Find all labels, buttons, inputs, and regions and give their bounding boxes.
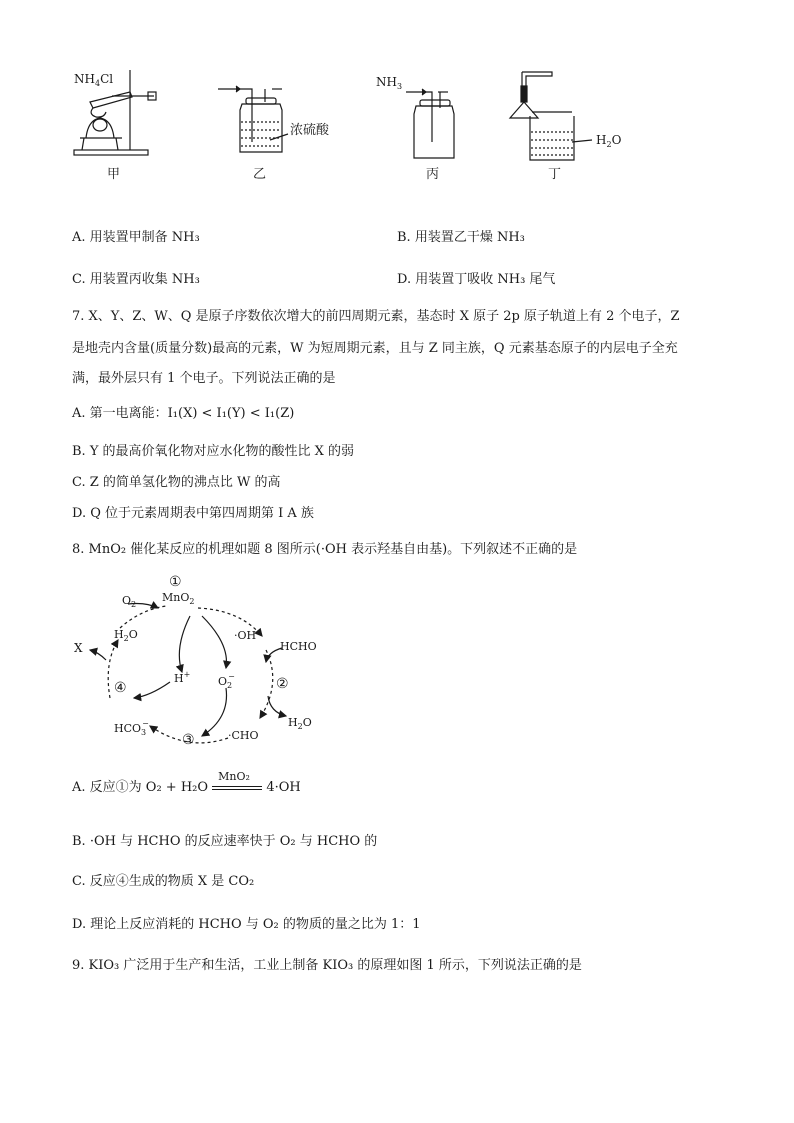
q8-option-a-reactants: O₂ + H₂O	[145, 780, 209, 795]
q8-option-d: D. 理论上反应消耗的 HCHO 与 O₂ 的物质的量之比为 1：1	[72, 917, 421, 932]
step-1-label: ①	[169, 574, 182, 590]
arrow-h2o-out	[268, 696, 286, 716]
apparatus-bing	[406, 89, 454, 158]
q7-stem-line2: 是地壳内含量(质量分数)最高的元素，W 为短周期元素，且与 Z 同主族，Q 元素基态原子的内层电子全充	[72, 341, 678, 356]
q8-option-c: C. 反应④生成的物质 X 是 CO₂	[72, 874, 255, 889]
arrow-x-out	[90, 650, 106, 660]
q8-option-a-arrow	[212, 769, 262, 790]
q9-stem: 9. KIO₃ 广泛用于生产和生活，工业上制备 KIO₃ 的原理如图 1 所示，下列说法正确的是	[72, 958, 582, 973]
catalyst-label: MnO$_2$	[162, 591, 195, 606]
ding-label: $H_2O$	[596, 133, 622, 149]
apparatus-yi	[218, 86, 288, 152]
o2-label: $O_2$	[122, 594, 137, 609]
step-4-label: ④	[114, 680, 127, 696]
q8-stem: 8. MnO₂ 催化某反应的机理如题 8 图所示(·OH 表示羟基自由基)。下列叙述不正确的是	[72, 542, 578, 557]
arrow-o2minus-down	[202, 688, 227, 736]
apparatus-name-bing: 丙	[426, 167, 440, 182]
cho-radical-label: ·CHO	[228, 729, 259, 742]
q8-option-b: B. ·OH 与 HCHO 的反应速率快于 O₂ 与 HCHO 的	[72, 834, 378, 849]
q8-option-a-prefix: A. 反应①为	[72, 780, 142, 795]
q6-option-a: A. 用装置甲制备 NH₃	[72, 230, 200, 245]
h2o-left-label: $H_2O$	[114, 628, 138, 643]
step-3-label: ③	[182, 732, 195, 748]
yi-label: 浓硫酸	[290, 123, 330, 138]
hcho-label: HCHO	[280, 640, 317, 653]
x-label: X	[74, 641, 83, 655]
hco3-label: $HCO_3-$	[114, 719, 149, 737]
o2minus-label: $O_2-$	[218, 672, 235, 690]
q8-option-a	[72, 769, 301, 797]
q8-mechanism-diagram	[70, 568, 340, 758]
hplus-label: H+	[174, 670, 191, 685]
q7-option-c: C. Z 的简单氢化物的沸点比 W 的高	[72, 475, 281, 490]
q7-stem-line1: 7. X、Y、Z、W、Q 是原子序数依次增大的前四周期元素，基态时 X 原子 2p 原子轨道上有 2 个电子，Z	[72, 309, 680, 324]
q7-option-b: B. Y 的最高价氧化物对应水化物的酸性比 X 的弱	[72, 444, 355, 459]
jia-reagent: $NH_4Cl$	[74, 72, 114, 88]
apparatus-name-yi: 乙	[253, 167, 267, 182]
q8-option-a-catalyst: MnO₂	[218, 769, 250, 783]
step-2-label: ②	[276, 676, 289, 692]
q6-option-b: B. 用装置乙干燥 NH₃	[397, 230, 525, 245]
apparatus-name-jia: 甲	[107, 167, 121, 182]
bing-gas: $NH_3$	[376, 75, 403, 91]
q6-option-c: C. 用装置丙收集 NH₃	[72, 272, 200, 287]
cycle-top-left	[120, 606, 166, 628]
q8-option-a-product: 4·OH	[266, 780, 301, 795]
oh-radical-label: ·OH	[234, 629, 257, 642]
arrow-to-hplus	[179, 616, 190, 672]
q7-option-a: A. 第一电离能：I₁(X) < I₁(Y) < I₁(Z)	[72, 406, 295, 421]
apparatus-figure	[60, 62, 660, 187]
q6-option-d: D. 用装置丁吸收 NH₃ 尾气	[397, 272, 556, 287]
apparatus-ding	[510, 72, 592, 160]
arrow-to-o2minus	[202, 616, 227, 668]
h2o-right-label: $H_2O$	[288, 716, 312, 731]
q7-stem-line3: 满，最外层只有 1 个电子。下列说法正确的是	[72, 371, 336, 386]
q7-option-d: D. Q 位于元素周期表中第四周期第 Ⅰ A 族	[72, 506, 314, 521]
arrow-to-hco3	[134, 682, 170, 698]
apparatus-name-ding: 丁	[548, 167, 562, 182]
